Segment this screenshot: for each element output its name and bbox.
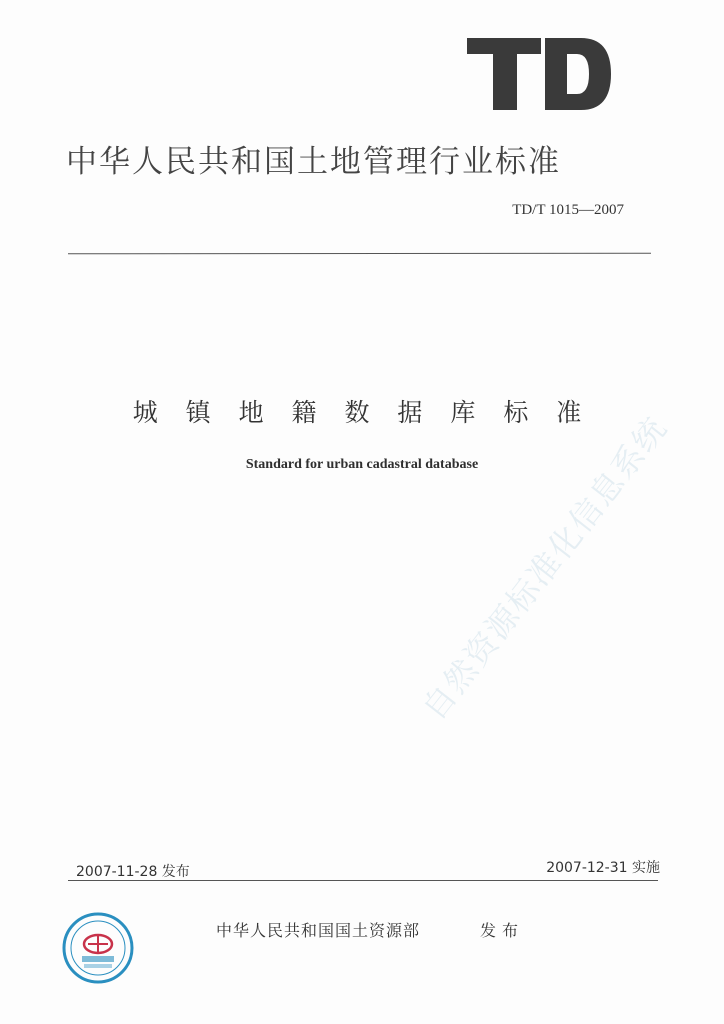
implementation-date: 2007-12-31 实施 — [546, 860, 660, 876]
document-title-en: Standard for urban cadastral database — [245, 457, 479, 472]
td-logo — [465, 36, 613, 112]
watermark-text: 自然资源标准化信息系统 — [414, 408, 675, 728]
footer-divider — [68, 880, 658, 881]
standard-number: TD/T 1015—2007 — [512, 202, 624, 218]
document-title-cn: 城 镇 地 籍 数 据 库 标 准 — [132, 398, 592, 427]
publisher-name: 中华人民共和国国土资源部 — [216, 921, 421, 940]
header-divider — [68, 253, 651, 255]
standard-category-title: 中华人民共和国土地管理行业标准 — [66, 144, 561, 180]
issue-date: 2007-11-28 发布 — [76, 864, 190, 880]
seal-stamp-icon — [58, 910, 138, 986]
publish-label: 发布 — [480, 921, 525, 940]
